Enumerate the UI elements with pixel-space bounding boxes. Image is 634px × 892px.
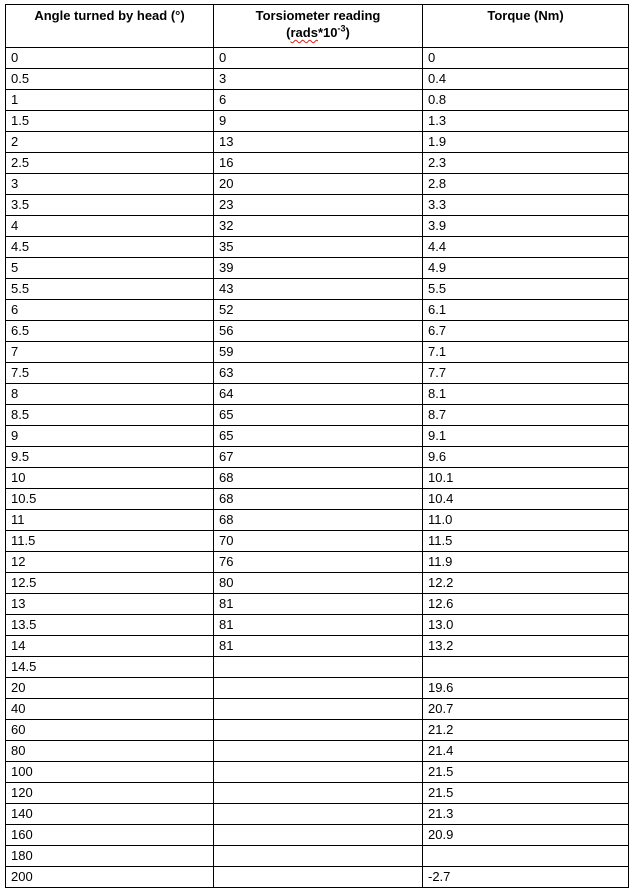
- torque-cell: 0: [423, 48, 629, 69]
- header-torsiometer-exp: -3: [337, 23, 346, 34]
- torque-cell: 11.9: [423, 552, 629, 573]
- torque-cell: 0.4: [423, 69, 629, 90]
- angle-cell: 8: [6, 384, 214, 405]
- torsiometer-cell: 43: [214, 279, 423, 300]
- torque-cell: 0.8: [423, 90, 629, 111]
- torque-cell: 6.7: [423, 321, 629, 342]
- torque-cell: 13.2: [423, 636, 629, 657]
- table-row: [6, 132, 629, 153]
- torque-cell: 11.5: [423, 531, 629, 552]
- header-torsiometer-line1: Torsiometer reading: [255, 8, 381, 23]
- angle-cell: 7.5: [6, 363, 214, 384]
- torque-cell: 20.9: [423, 825, 629, 846]
- angle-cell: 10: [6, 468, 214, 489]
- torsiometer-cell: [214, 720, 423, 741]
- table-row: [6, 741, 629, 762]
- torsiometer-cell: [214, 699, 423, 720]
- table-row: [6, 783, 629, 804]
- torsiometer-cell: 0: [214, 48, 423, 69]
- torsiometer-cell: 56: [214, 321, 423, 342]
- torque-cell: 13.0: [423, 615, 629, 636]
- angle-cell: 2: [6, 132, 214, 153]
- table-row: [6, 216, 629, 237]
- torsiometer-cell: 39: [214, 258, 423, 279]
- table-row: [6, 825, 629, 846]
- table-row: [6, 48, 629, 69]
- header-torsiometer-mid: *10: [317, 25, 338, 40]
- angle-cell: 60: [6, 720, 214, 741]
- table-row: [6, 867, 629, 888]
- torsiometer-cell: 65: [214, 426, 423, 447]
- angle-cell: 5: [6, 258, 214, 279]
- table-row: [6, 174, 629, 195]
- table-row: [6, 762, 629, 783]
- table-row: [6, 636, 629, 657]
- angle-cell: 0: [6, 48, 214, 69]
- torsiometer-cell: 81: [214, 636, 423, 657]
- table-row: [6, 90, 629, 111]
- torsiometer-cell: 64: [214, 384, 423, 405]
- torque-cell: [423, 846, 629, 867]
- torsiometer-cell: 65: [214, 405, 423, 426]
- table-row: [6, 237, 629, 258]
- table-row: [6, 489, 629, 510]
- table-row: [6, 552, 629, 573]
- torsiometer-cell: 20: [214, 174, 423, 195]
- torque-cell: 11.0: [423, 510, 629, 531]
- torque-cell: 20.7: [423, 699, 629, 720]
- torsiometer-cell: 9: [214, 111, 423, 132]
- angle-cell: 120: [6, 783, 214, 804]
- torsiometer-cell: 80: [214, 573, 423, 594]
- torsiometer-cell: 68: [214, 510, 423, 531]
- header-torsiometer-open: (: [286, 25, 291, 40]
- torque-cell: 10.4: [423, 489, 629, 510]
- table-row: [6, 447, 629, 468]
- angle-cell: 7: [6, 342, 214, 363]
- torsiometer-cell: [214, 678, 423, 699]
- torsiometer-cell: 13: [214, 132, 423, 153]
- table-row: [6, 657, 629, 678]
- table-row: [6, 69, 629, 90]
- angle-cell: 3.5: [6, 195, 214, 216]
- table-row: [6, 300, 629, 321]
- angle-cell: 80: [6, 741, 214, 762]
- angle-cell: 40: [6, 699, 214, 720]
- table-row: [6, 699, 629, 720]
- angle-cell: 20: [6, 678, 214, 699]
- torque-cell: 1.3: [423, 111, 629, 132]
- torsiometer-cell: [214, 825, 423, 846]
- angle-cell: 4.5: [6, 237, 214, 258]
- table-row: [6, 594, 629, 615]
- angle-cell: 9.5: [6, 447, 214, 468]
- table-row: [6, 153, 629, 174]
- torsiometer-cell: [214, 657, 423, 678]
- header-torsiometer-close: ): [345, 25, 350, 40]
- table-row: [6, 720, 629, 741]
- angle-cell: 200: [6, 867, 214, 888]
- torsiometer-cell: 3: [214, 69, 423, 90]
- torsiometer-cell: [214, 741, 423, 762]
- torsiometer-cell: [214, 762, 423, 783]
- torque-cell: 7.1: [423, 342, 629, 363]
- angle-cell: 3: [6, 174, 214, 195]
- torque-cell: 2.3: [423, 153, 629, 174]
- torque-cell: 8.7: [423, 405, 629, 426]
- table-row: [6, 510, 629, 531]
- header-torsiometer-unit: rads: [290, 25, 318, 40]
- torsiometer-cell: 70: [214, 531, 423, 552]
- angle-cell: 1.5: [6, 111, 214, 132]
- torque-cell: 21.2: [423, 720, 629, 741]
- torsiometer-cell: 68: [214, 489, 423, 510]
- torque-cell: 10.1: [423, 468, 629, 489]
- angle-cell: 14.5: [6, 657, 214, 678]
- table-row: [6, 111, 629, 132]
- torsiometer-cell: 67: [214, 447, 423, 468]
- table-row: [6, 405, 629, 426]
- angle-cell: 14: [6, 636, 214, 657]
- header-row: [6, 5, 629, 48]
- angle-cell: 9: [6, 426, 214, 447]
- torque-cell: 21.5: [423, 783, 629, 804]
- angle-cell: 10.5: [6, 489, 214, 510]
- table-row: [6, 573, 629, 594]
- angle-cell: 2.5: [6, 153, 214, 174]
- torsiometer-cell: 52: [214, 300, 423, 321]
- torque-cell: 3.9: [423, 216, 629, 237]
- torque-cell: 12.2: [423, 573, 629, 594]
- table-row: [6, 615, 629, 636]
- torque-cell: 12.6: [423, 594, 629, 615]
- angle-cell: 100: [6, 762, 214, 783]
- torque-cell: 9.6: [423, 447, 629, 468]
- table-row: [6, 804, 629, 825]
- angle-cell: 13.5: [6, 615, 214, 636]
- table-row: [6, 363, 629, 384]
- table-row: [6, 531, 629, 552]
- torsiometer-cell: [214, 846, 423, 867]
- torsiometer-cell: 23: [214, 195, 423, 216]
- torsiometer-cell: 68: [214, 468, 423, 489]
- angle-cell: 6: [6, 300, 214, 321]
- table-row: [6, 384, 629, 405]
- table-row: [6, 426, 629, 447]
- torsiometer-cell: 32: [214, 216, 423, 237]
- data-table: [5, 4, 629, 888]
- torsiometer-cell: [214, 804, 423, 825]
- header-angle: Angle turned by head (°): [6, 5, 214, 48]
- torsiometer-cell: [214, 867, 423, 888]
- torsiometer-cell: 81: [214, 615, 423, 636]
- angle-cell: 12: [6, 552, 214, 573]
- torque-cell: 2.8: [423, 174, 629, 195]
- table-row: [6, 846, 629, 867]
- header-torque: Torque (Nm): [423, 5, 629, 48]
- angle-cell: 0.5: [6, 69, 214, 90]
- torque-cell: 9.1: [423, 426, 629, 447]
- table-row: [6, 258, 629, 279]
- torque-cell: 4.4: [423, 237, 629, 258]
- torque-cell: 21.5: [423, 762, 629, 783]
- angle-cell: 13: [6, 594, 214, 615]
- angle-cell: 160: [6, 825, 214, 846]
- torsiometer-cell: 59: [214, 342, 423, 363]
- angle-cell: 140: [6, 804, 214, 825]
- table-row: [6, 342, 629, 363]
- angle-cell: 8.5: [6, 405, 214, 426]
- angle-cell: 11: [6, 510, 214, 531]
- table-row: [6, 279, 629, 300]
- table-row: [6, 468, 629, 489]
- angle-cell: 5.5: [6, 279, 214, 300]
- table-row: [6, 678, 629, 699]
- torsiometer-cell: 16: [214, 153, 423, 174]
- table-row: [6, 321, 629, 342]
- torque-cell: 3.3: [423, 195, 629, 216]
- torsiometer-cell: 81: [214, 594, 423, 615]
- torque-cell: 6.1: [423, 300, 629, 321]
- angle-cell: 6.5: [6, 321, 214, 342]
- torque-cell: 5.5: [423, 279, 629, 300]
- torsiometer-cell: 6: [214, 90, 423, 111]
- angle-cell: 4: [6, 216, 214, 237]
- torque-cell: -2.7: [423, 867, 629, 888]
- header-torsiometer: [214, 5, 423, 48]
- torque-cell: 21.3: [423, 804, 629, 825]
- torque-cell: 19.6: [423, 678, 629, 699]
- angle-cell: 12.5: [6, 573, 214, 594]
- torsiometer-cell: 76: [214, 552, 423, 573]
- torsiometer-cell: 63: [214, 363, 423, 384]
- angle-cell: 11.5: [6, 531, 214, 552]
- torque-cell: 1.9: [423, 132, 629, 153]
- torque-cell: 7.7: [423, 363, 629, 384]
- torque-cell: [423, 657, 629, 678]
- table-row: [6, 195, 629, 216]
- torque-cell: 8.1: [423, 384, 629, 405]
- torque-cell: 21.4: [423, 741, 629, 762]
- torsiometer-cell: 35: [214, 237, 423, 258]
- torsiometer-cell: [214, 783, 423, 804]
- torque-cell: 4.9: [423, 258, 629, 279]
- angle-cell: 180: [6, 846, 214, 867]
- angle-cell: 1: [6, 90, 214, 111]
